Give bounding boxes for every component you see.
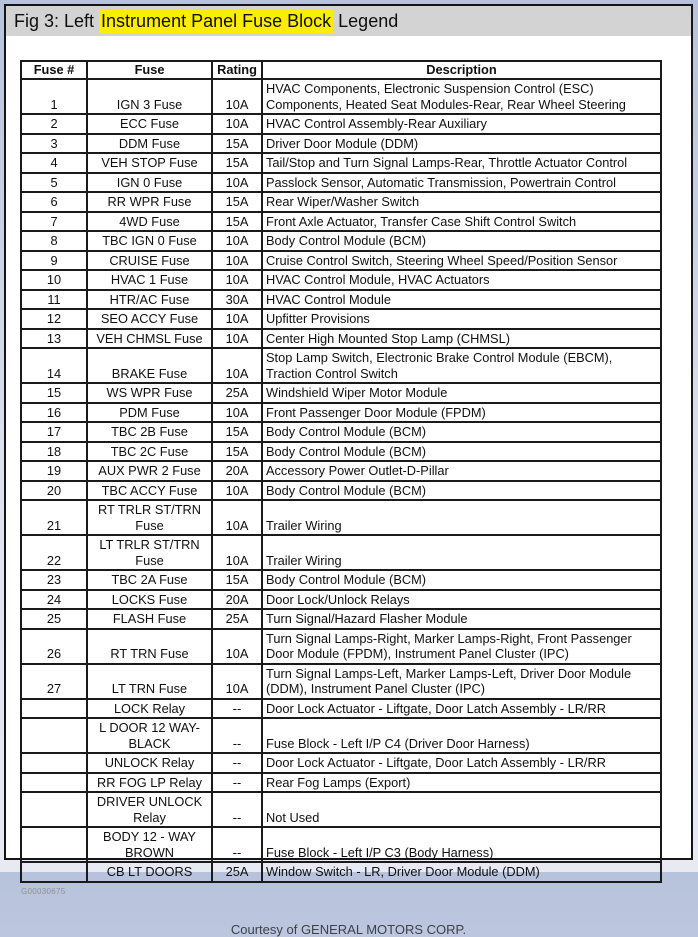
rating-cell: 10A xyxy=(212,481,262,501)
fuse-name-cell: HVAC 1 Fuse xyxy=(87,270,212,290)
fuse-number-cell: 26 xyxy=(21,629,87,664)
rating-cell: 10A xyxy=(212,403,262,423)
table-row xyxy=(21,192,661,212)
fuse-name-cell: CRUISE Fuse xyxy=(87,251,212,271)
description-cell: HVAC Control Module xyxy=(262,290,661,310)
fuse-name-cell: UNLOCK Relay xyxy=(87,753,212,773)
fuse-number-cell xyxy=(21,699,87,719)
description-cell: HVAC Control Module, HVAC Actuators xyxy=(262,270,661,290)
table-row xyxy=(21,664,661,699)
table-row xyxy=(21,114,661,134)
table-row xyxy=(21,270,661,290)
fuse-name-cell: TBC 2C Fuse xyxy=(87,442,212,462)
fuse-number-cell: 24 xyxy=(21,590,87,610)
table-row xyxy=(21,609,661,629)
description-cell: HVAC Components, Electronic Suspension Control (ESC) Components, Heated Seat Modules-Rear, Rear Wheel Steering xyxy=(262,79,661,114)
description-cell: Door Lock Actuator - Liftgate, Door Latch Assembly - LR/RR xyxy=(262,753,661,773)
description-cell: Body Control Module (BCM) xyxy=(262,481,661,501)
description-cell: Window Switch - LR, Driver Door Module (DDM) xyxy=(262,862,661,882)
fuse-name-cell: ECC Fuse xyxy=(87,114,212,134)
fuse-number-cell: 2 xyxy=(21,114,87,134)
description-cell: Fuse Block - Left I/P C4 (Driver Door Harness) xyxy=(262,718,661,753)
fuse-number-cell: 8 xyxy=(21,231,87,251)
rating-cell: 15A xyxy=(212,570,262,590)
fuse-number-cell: 4 xyxy=(21,153,87,173)
rating-cell: 10A xyxy=(212,348,262,383)
rating-cell: -- xyxy=(212,792,262,827)
table-header-row xyxy=(21,61,661,79)
rating-cell: 20A xyxy=(212,590,262,610)
fuse-number-cell xyxy=(21,718,87,753)
fuse-number-cell: 1 xyxy=(21,79,87,114)
rating-cell: 20A xyxy=(212,461,262,481)
table-row xyxy=(21,570,661,590)
description-cell: Driver Door Module (DDM) xyxy=(262,134,661,154)
fuse-name-cell: DDM Fuse xyxy=(87,134,212,154)
fuse-number-cell xyxy=(21,792,87,827)
table-row xyxy=(21,500,661,535)
fuse-name-cell: HTR/AC Fuse xyxy=(87,290,212,310)
table-row xyxy=(21,231,661,251)
rating-cell: 10A xyxy=(212,664,262,699)
fuse-name-cell: FLASH Fuse xyxy=(87,609,212,629)
fuse-name-cell: IGN 0 Fuse xyxy=(87,173,212,193)
fuse-number-cell: 15 xyxy=(21,383,87,403)
table-row xyxy=(21,718,661,753)
description-cell: Trailer Wiring xyxy=(262,535,661,570)
table-row xyxy=(21,212,661,232)
fuse-number-cell: 6 xyxy=(21,192,87,212)
fuse-name-cell: VEH CHMSL Fuse xyxy=(87,329,212,349)
description-cell: Body Control Module (BCM) xyxy=(262,231,661,251)
fuse-number-cell: 25 xyxy=(21,609,87,629)
fuse-number-cell xyxy=(21,753,87,773)
rating-cell: 30A xyxy=(212,290,262,310)
description-cell: Not Used xyxy=(262,792,661,827)
fuse-name-cell: RR FOG LP Relay xyxy=(87,773,212,793)
description-cell: Upfitter Provisions xyxy=(262,309,661,329)
table-row xyxy=(21,461,661,481)
fuse-number-cell: 9 xyxy=(21,251,87,271)
figure-title-suffix: Legend xyxy=(333,10,399,31)
rating-cell: -- xyxy=(212,718,262,753)
table-row xyxy=(21,153,661,173)
column-header: Description xyxy=(262,61,661,79)
fuse-name-cell: TBC 2B Fuse xyxy=(87,422,212,442)
rating-cell: 10A xyxy=(212,500,262,535)
fuse-name-cell: RT TRN Fuse xyxy=(87,629,212,664)
table-row xyxy=(21,442,661,462)
fuse-number-cell: 16 xyxy=(21,403,87,423)
fuse-name-cell: 4WD Fuse xyxy=(87,212,212,232)
fuse-number-cell: 19 xyxy=(21,461,87,481)
table-row xyxy=(21,773,661,793)
description-cell: Tail/Stop and Turn Signal Lamps-Rear, Throttle Actuator Control xyxy=(262,153,661,173)
rating-cell: -- xyxy=(212,699,262,719)
fuse-name-cell: LOCK Relay xyxy=(87,699,212,719)
table-row xyxy=(21,309,661,329)
fuse-number-cell: 18 xyxy=(21,442,87,462)
rating-cell: 10A xyxy=(212,79,262,114)
column-header: Fuse xyxy=(87,61,212,79)
fuse-name-cell: SEO ACCY Fuse xyxy=(87,309,212,329)
description-cell: Body Control Module (BCM) xyxy=(262,570,661,590)
description-cell: Turn Signal/Hazard Flasher Module xyxy=(262,609,661,629)
rating-cell: 10A xyxy=(212,629,262,664)
fuse-name-cell: TBC IGN 0 Fuse xyxy=(87,231,212,251)
fuse-name-cell: RT TRLR ST/TRN Fuse xyxy=(87,500,212,535)
description-cell: HVAC Control Assembly-Rear Auxiliary xyxy=(262,114,661,134)
rating-cell: 10A xyxy=(212,270,262,290)
rating-cell: 10A xyxy=(212,173,262,193)
rating-cell: 10A xyxy=(212,114,262,134)
table-row xyxy=(21,792,661,827)
fuse-number-cell: 3 xyxy=(21,134,87,154)
fuse-number-cell: 13 xyxy=(21,329,87,349)
table-row xyxy=(21,699,661,719)
fuse-number-cell: 21 xyxy=(21,500,87,535)
image-code: G00030675 xyxy=(21,886,66,896)
fuse-name-cell: VEH STOP Fuse xyxy=(87,153,212,173)
fuse-number-cell: 7 xyxy=(21,212,87,232)
fuse-number-cell xyxy=(21,862,87,882)
table-body xyxy=(21,79,661,882)
rating-cell: 15A xyxy=(212,192,262,212)
description-cell: Turn Signal Lamps-Left, Marker Lamps-Left, Driver Door Module (DDM), Instrument Panel Cluster (IPC) xyxy=(262,664,661,699)
table-row xyxy=(21,329,661,349)
rating-cell: -- xyxy=(212,827,262,862)
table-row xyxy=(21,290,661,310)
description-cell: Center High Mounted Stop Lamp (CHMSL) xyxy=(262,329,661,349)
description-cell: Fuse Block - Left I/P C3 (Body Harness) xyxy=(262,827,661,862)
fuse-name-cell: TBC ACCY Fuse xyxy=(87,481,212,501)
figure-title-prefix: Fig 3: Left xyxy=(14,10,100,31)
table-row xyxy=(21,403,661,423)
description-cell: Cruise Control Switch, Steering Wheel Speed/Position Sensor xyxy=(262,251,661,271)
fuse-name-cell: LOCKS Fuse xyxy=(87,590,212,610)
table-row xyxy=(21,383,661,403)
fuse-name-cell: AUX PWR 2 Fuse xyxy=(87,461,212,481)
table-row xyxy=(21,134,661,154)
description-cell: Trailer Wiring xyxy=(262,500,661,535)
description-cell: Rear Wiper/Washer Switch xyxy=(262,192,661,212)
description-cell: Body Control Module (BCM) xyxy=(262,442,661,462)
fuse-number-cell: 17 xyxy=(21,422,87,442)
table-row xyxy=(21,535,661,570)
description-cell: Windshield Wiper Motor Module xyxy=(262,383,661,403)
fuse-name-cell: BRAKE Fuse xyxy=(87,348,212,383)
description-cell: Body Control Module (BCM) xyxy=(262,422,661,442)
table-row xyxy=(21,629,661,664)
rating-cell: 10A xyxy=(212,329,262,349)
figure-panel xyxy=(4,4,693,937)
fuse-number-cell: 27 xyxy=(21,664,87,699)
rating-cell: -- xyxy=(212,773,262,793)
description-cell: Accessory Power Outlet-D-Pillar xyxy=(262,461,661,481)
fuse-number-cell xyxy=(21,827,87,862)
fuse-number-cell: 5 xyxy=(21,173,87,193)
rating-cell: 10A xyxy=(212,251,262,271)
fuse-name-cell: IGN 3 Fuse xyxy=(87,79,212,114)
table-row xyxy=(21,173,661,193)
description-cell: Front Passenger Door Module (FPDM) xyxy=(262,403,661,423)
courtesy-line: Courtesy of GENERAL MOTORS CORP. xyxy=(230,921,467,937)
fuse-name-cell: RR WPR Fuse xyxy=(87,192,212,212)
table-row xyxy=(21,79,661,114)
table-row xyxy=(21,348,661,383)
description-cell: Turn Signal Lamps-Right, Marker Lamps-Right, Front Passenger Door Module (FPDM), Instrument Panel Cluster (IPC) xyxy=(262,629,661,664)
description-cell: Front Axle Actuator, Transfer Case Shift Control Switch xyxy=(262,212,661,232)
fuse-name-cell: TBC 2A Fuse xyxy=(87,570,212,590)
fuse-number-cell: 22 xyxy=(21,535,87,570)
table-row xyxy=(21,251,661,271)
table-row xyxy=(21,481,661,501)
rating-cell: 25A xyxy=(212,862,262,882)
rating-cell: 10A xyxy=(212,535,262,570)
table-row xyxy=(21,590,661,610)
rating-cell: 25A xyxy=(212,609,262,629)
fuse-number-cell: 20 xyxy=(21,481,87,501)
rating-cell: 15A xyxy=(212,422,262,442)
fuse-name-cell: PDM Fuse xyxy=(87,403,212,423)
fuse-name-cell: LT TRLR ST/TRN Fuse xyxy=(87,535,212,570)
rating-cell: -- xyxy=(212,753,262,773)
table-row xyxy=(21,862,661,882)
table-row xyxy=(21,827,661,862)
description-cell: Door Lock Actuator - Liftgate, Door Latch Assembly - LR/RR xyxy=(262,699,661,719)
fuse-name-cell: BODY 12 - WAY BROWN xyxy=(87,827,212,862)
description-cell: Door Lock/Unlock Relays xyxy=(262,590,661,610)
fuse-name-cell: DRIVER UNLOCK Relay xyxy=(87,792,212,827)
rating-cell: 15A xyxy=(212,212,262,232)
rating-cell: 15A xyxy=(212,134,262,154)
figure-title-bar xyxy=(6,6,691,36)
fuse-name-cell: L DOOR 12 WAY-BLACK xyxy=(87,718,212,753)
table-row xyxy=(21,753,661,773)
rating-cell: 15A xyxy=(212,153,262,173)
rating-cell: 10A xyxy=(212,231,262,251)
rating-cell: 25A xyxy=(212,383,262,403)
description-cell: Passlock Sensor, Automatic Transmission, Powertrain Control xyxy=(262,173,661,193)
description-cell: Stop Lamp Switch, Electronic Brake Control Module (EBCM), Traction Control Switch xyxy=(262,348,661,383)
fuse-number-cell: 11 xyxy=(21,290,87,310)
rating-cell: 15A xyxy=(212,442,262,462)
table-row xyxy=(21,422,661,442)
fuse-number-cell: 14 xyxy=(21,348,87,383)
description-cell: Rear Fog Lamps (Export) xyxy=(262,773,661,793)
fuse-name-cell: WS WPR Fuse xyxy=(87,383,212,403)
fuse-number-cell: 10 xyxy=(21,270,87,290)
column-header: Fuse # xyxy=(21,61,87,79)
fuse-table xyxy=(20,60,662,883)
column-header: Rating xyxy=(212,61,262,79)
fuse-number-cell: 23 xyxy=(21,570,87,590)
fuse-number-cell xyxy=(21,773,87,793)
fuse-number-cell: 12 xyxy=(21,309,87,329)
fuse-name-cell: LT TRN Fuse xyxy=(87,664,212,699)
fuse-name-cell: CB LT DOORS xyxy=(87,862,212,882)
rating-cell: 10A xyxy=(212,309,262,329)
figure-title-highlight: Instrument Panel Fuse Block xyxy=(101,10,332,31)
